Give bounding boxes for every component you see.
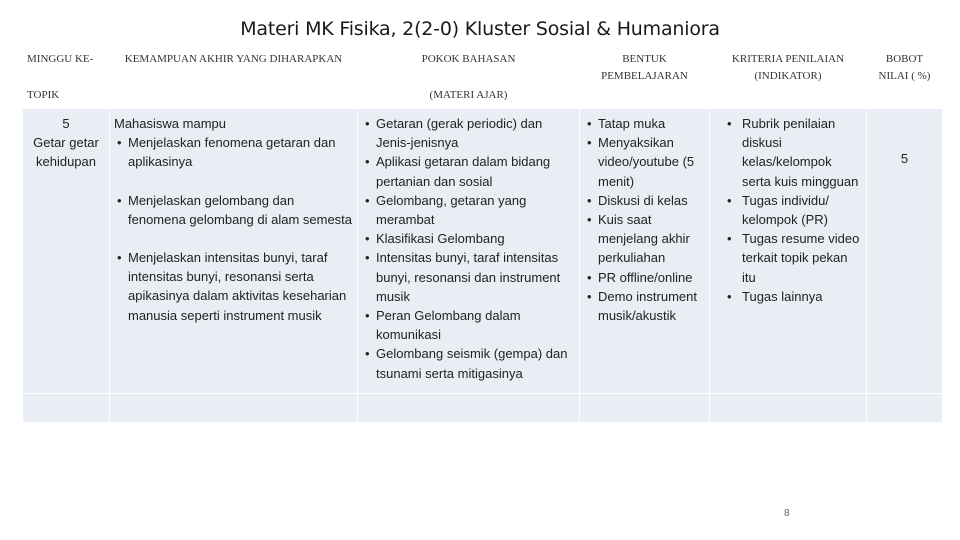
list-item: • Diskusi di kelas xyxy=(584,191,705,210)
minggu-value: 5 xyxy=(62,116,70,131)
cell-bobot: 5 xyxy=(867,109,943,394)
cell-minggu-topik xyxy=(23,109,110,394)
list-item: • Intensitas bunyi, taraf intensitas bunyi, resonansi dan instrument musik xyxy=(362,248,575,306)
table-row-empty xyxy=(23,393,943,422)
cell-pokok-bahasan xyxy=(358,109,580,394)
list-item: • Tatap muka xyxy=(584,114,705,133)
header-bobot: BOBOT NILAI ( %) xyxy=(867,45,943,109)
list-item: • Menjelaskan fenomena getaran dan aplikasinya xyxy=(114,133,353,171)
header-topik: TOPIK xyxy=(27,89,60,101)
list-item: • Peran Gelombang dalam komunikasi xyxy=(362,306,575,344)
list-item: • Kuis saat menjelang akhir perkuliahan xyxy=(584,210,705,268)
pokok-list xyxy=(362,114,575,383)
empty-cell xyxy=(23,393,110,422)
list-item: • Getaran (gerak periodic) dan Jenis-jenisnya xyxy=(362,114,575,152)
course-material-table xyxy=(22,44,943,423)
header-kemampuan: KEMAMPUAN AKHIR YANG DIHARAPKAN xyxy=(110,45,358,109)
list-item: • Menjelaskan gelombang dan fenomena gelombang di alam semesta xyxy=(114,191,353,229)
cell-kriteria xyxy=(710,109,867,394)
header-pokok-bahasan xyxy=(358,45,580,109)
kemampuan-list xyxy=(114,133,353,325)
list-item: • Aplikasi getaran dalam bidang pertanian dan sosial xyxy=(362,152,575,190)
header-minggu: MINGGU KE- xyxy=(27,53,94,65)
list-item: • Gelombang, getaran yang merambat xyxy=(362,191,575,229)
list-item: • Menyaksikan video/youtube (5 menit) xyxy=(584,133,705,191)
empty-cell xyxy=(358,393,580,422)
list-item: • Tugas individu/ kelompok (PR) xyxy=(724,191,862,229)
empty-cell xyxy=(710,393,867,422)
cell-kemampuan xyxy=(110,109,358,394)
empty-cell xyxy=(110,393,358,422)
header-pokok: POKOK BAHASAN xyxy=(421,53,516,65)
page-number: 8 xyxy=(784,508,790,519)
list-item: • Menjelaskan intensitas bunyi, taraf intensitas bunyi, resonansi serta apikasinya dalam aktivitas keseharian manusia seperti instrument musik xyxy=(114,248,353,325)
list-item: • Klasifikasi Gelombang xyxy=(362,229,575,248)
cell-bentuk xyxy=(580,109,710,394)
header-minggu-topik xyxy=(23,45,110,109)
kriteria-list xyxy=(714,114,862,306)
list-item: • Demo instrument musik/akustik xyxy=(584,287,705,325)
kemampuan-intro: Mahasiswa mampu xyxy=(114,116,226,131)
slide-title: Materi MK Fisika, 2(2-0) Kluster Sosial & Humaniora xyxy=(240,18,720,40)
list-item: • Rubrik penilaian diskusi kelas/kelompok serta kuis mingguan xyxy=(724,114,862,191)
header-kriteria: KRITERIA PENILAIAN (INDIKATOR) xyxy=(710,45,867,109)
header-bentuk: BENTUK PEMBELAJARAN xyxy=(580,45,710,109)
list-item: • Gelombang seismik (gempa) dan tsunami serta mitigasinya xyxy=(362,344,575,382)
header-materi: (MATERI AJAR) xyxy=(429,89,508,101)
empty-cell xyxy=(580,393,710,422)
list-item: • Tugas lainnya xyxy=(724,287,862,306)
bentuk-list xyxy=(584,114,705,325)
list-item: • Tugas resume video terkait topik pekan itu xyxy=(724,229,862,287)
table-row xyxy=(23,109,943,394)
topik-value: Getar getar kehidupan xyxy=(33,135,99,170)
empty-cell xyxy=(867,393,943,422)
list-item: • PR offline/online xyxy=(584,268,705,287)
